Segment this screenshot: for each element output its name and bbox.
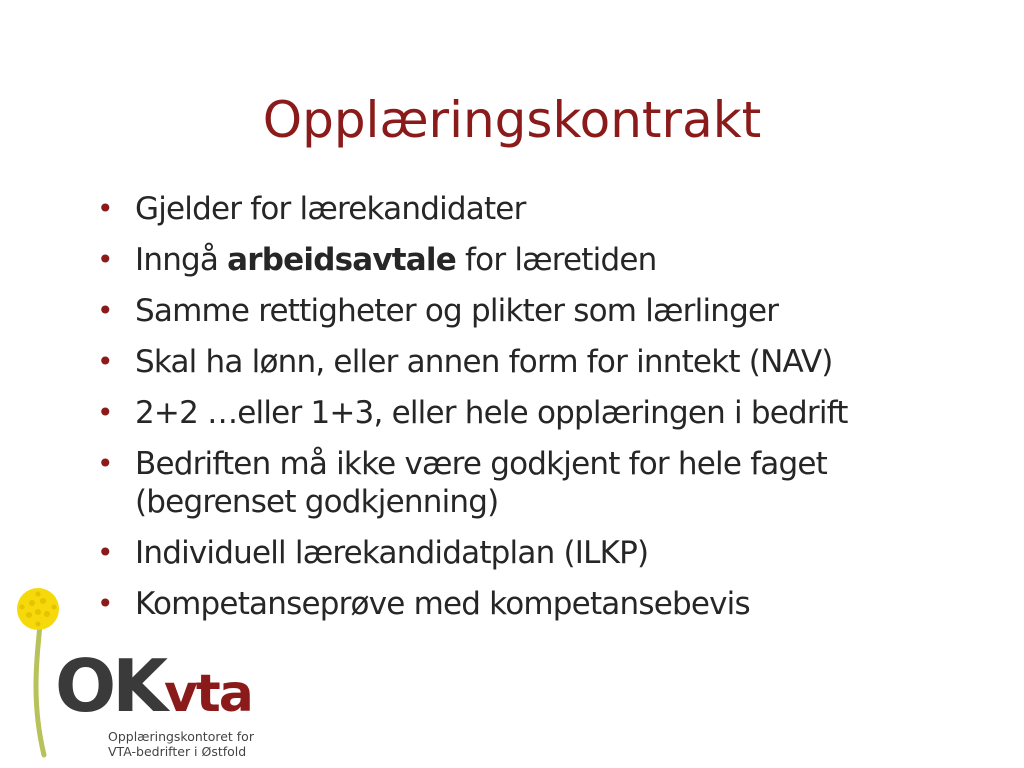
bullet-item: [95, 445, 975, 521]
bullet-item: [95, 394, 975, 432]
bullet-icon: •: [97, 447, 113, 480]
bullet-text: 2+2 …eller 1+3, eller hele opplæringen i bedrift: [135, 395, 848, 431]
okvta-logo: [10, 585, 270, 765]
logo-wordmark: [55, 644, 252, 728]
bullet-icon: •: [97, 345, 113, 378]
logo-subtitle-line2: VTA-bedrifter i Østfold: [108, 744, 247, 759]
bullet-item: [95, 534, 975, 572]
bullet-text: Bedriften må ikke være godkjent for hele faget (begrenset godkjenning): [135, 446, 828, 520]
logo-subtitle: [108, 729, 254, 759]
slide-title: Opplæringskontrakt: [262, 91, 762, 149]
bullet-text: Individuell lærekandidatplan (ILKP): [135, 535, 649, 571]
logo-vta: vta: [164, 664, 252, 724]
bullet-item: [95, 190, 975, 228]
bullet-list: [95, 190, 975, 636]
bullet-icon: •: [97, 192, 113, 225]
bullet-icon: •: [97, 396, 113, 429]
bullet-text: Samme rettigheter og plikter som lærlinger: [135, 293, 779, 329]
bullet-text-bold: arbeidsavtale: [227, 242, 456, 278]
bullet-item: [95, 343, 975, 381]
bullet-text-post: for læretiden: [455, 242, 657, 278]
bullet-icon: •: [97, 536, 113, 569]
bullet-item: [95, 241, 975, 279]
bullet-text: Gjelder for lærekandidater: [135, 191, 526, 227]
bullet-text: Skal ha lønn, eller annen form for inntekt (NAV): [135, 344, 833, 380]
bullet-text-pre: Inngå: [135, 242, 228, 278]
bullet-item: [95, 292, 975, 330]
logo-subtitle-line1: Opplæringskontoret for: [108, 729, 254, 744]
bullet-text: Kompetanseprøve med kompetansebevis: [135, 586, 750, 622]
bullet-icon: •: [97, 243, 113, 276]
logo-ok: OK: [55, 644, 164, 728]
bullet-icon: •: [97, 587, 113, 620]
bullet-icon: •: [97, 294, 113, 327]
